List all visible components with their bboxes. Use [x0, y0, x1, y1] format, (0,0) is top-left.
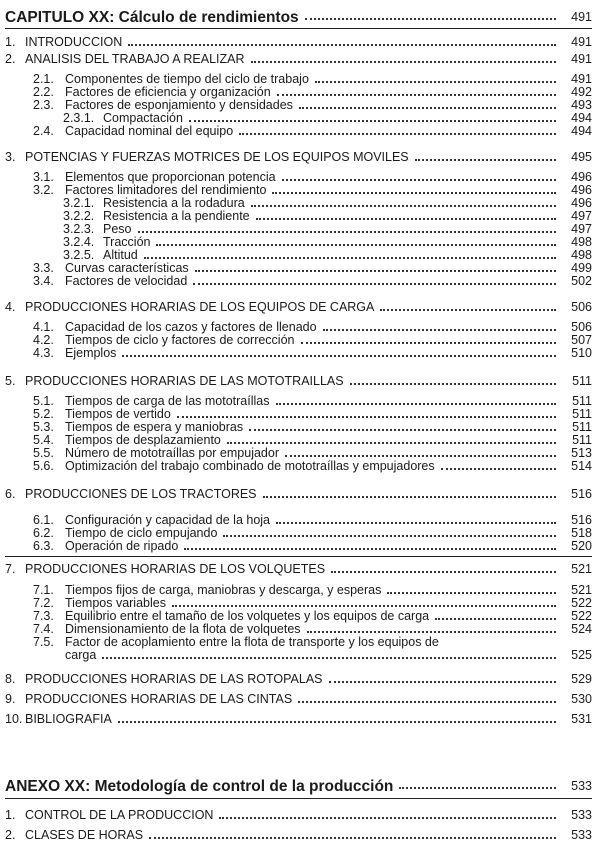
- leader-dots: [277, 94, 556, 96]
- leader-dots: [223, 535, 556, 537]
- entry-page: 521: [571, 562, 592, 576]
- toc-entry-8[interactable]: [5, 672, 592, 686]
- entry-page: 492: [571, 85, 592, 99]
- entry-title: Resistencia a la pendiente: [103, 209, 250, 223]
- toc-entry-2-3[interactable]: [33, 98, 592, 112]
- leader-dots: [380, 309, 556, 311]
- toc-entry-4-2[interactable]: [33, 333, 592, 347]
- entry-number: 6.2.: [33, 526, 54, 540]
- leader-dots: [239, 133, 556, 135]
- toc-entry-3-1[interactable]: [33, 170, 592, 184]
- entry-page: 491: [571, 72, 592, 86]
- entry-number: 5.3.: [33, 420, 54, 434]
- entry-title: Tiempos de espera y maniobras: [65, 420, 244, 434]
- toc-entry-7[interactable]: [5, 562, 592, 576]
- entry-title: Compactación: [103, 111, 183, 125]
- entry-title: ANALISIS DEL TRABAJO A REALIZAR: [25, 52, 245, 66]
- toc-entry-3[interactable]: [5, 150, 592, 164]
- entry-title: PRODUCCIONES HORARIAS DE LAS CINTAS: [25, 692, 293, 706]
- leader-dots: [282, 179, 556, 181]
- leader-dots: [138, 231, 557, 233]
- entry-title: PRODUCCIONES DE LOS TRACTORES: [25, 487, 257, 501]
- entry-page: 511: [572, 374, 592, 388]
- entry-number: 2.: [5, 828, 16, 842]
- toc-entry-2-2[interactable]: [33, 85, 592, 99]
- leader-dots: [441, 468, 556, 470]
- toc-entry-2-4[interactable]: [33, 124, 592, 138]
- toc-entry-6[interactable]: [5, 487, 592, 501]
- entry-number: 3.2.1.: [63, 196, 95, 210]
- entry-number: 7.1.: [33, 583, 54, 597]
- entry-page: 511: [572, 433, 592, 447]
- leader-dots: [323, 329, 556, 331]
- entry-page: 491: [571, 52, 592, 66]
- entry-page: 507: [571, 333, 592, 347]
- leader-dots: [285, 455, 556, 457]
- entry-page: 525: [571, 648, 592, 662]
- entry-page: 499: [571, 261, 592, 275]
- entry-number: 4.1.: [33, 320, 54, 334]
- entry-number: 7.2.: [33, 596, 54, 610]
- entry-title: Tiempos de ciclo y factores de corrección: [65, 333, 295, 347]
- toc-entry-5-3[interactable]: [33, 420, 592, 434]
- entry-title: Tiempo de ciclo empujando: [65, 526, 218, 540]
- entry-page: 495: [571, 150, 592, 164]
- toc-entry-5[interactable]: [5, 374, 592, 388]
- entry-title: Factores limitadores del rendimiento: [65, 183, 267, 197]
- chapter-page: 491: [571, 10, 592, 24]
- entry-number: 7.: [5, 562, 16, 576]
- toc-entry-3-3[interactable]: [33, 261, 592, 275]
- toc-entry-6-2[interactable]: [33, 526, 592, 540]
- entry-number: 1.: [5, 808, 16, 822]
- leader-dots: [219, 817, 556, 819]
- toc-entry-5-6[interactable]: [33, 459, 592, 473]
- entry-number: 6.: [5, 487, 16, 501]
- annex-entry-2[interactable]: [5, 828, 592, 842]
- toc-entry-4-3[interactable]: [33, 346, 592, 360]
- toc-entry-4[interactable]: [5, 300, 592, 314]
- entry-title: PRODUCCIONES HORARIAS DE LAS ROTOPALAS: [25, 672, 323, 686]
- entry-number: 2.: [5, 52, 16, 66]
- annex-page: 533: [571, 779, 592, 793]
- toc-entry-10[interactable]: [5, 712, 592, 726]
- toc-entry-7-1[interactable]: [33, 583, 592, 597]
- entry-title: Altitud: [103, 248, 138, 262]
- entry-page: 496: [571, 170, 592, 184]
- entry-title: Ejemplos: [65, 346, 117, 360]
- toc-entry-6-1[interactable]: [33, 513, 592, 527]
- leader-dots: [399, 787, 556, 789]
- entry-title: Tiempos de carga de las mototraíllas: [65, 394, 270, 408]
- entry-title: Tiempos de desplazamiento: [65, 433, 221, 447]
- entry-page: 493: [571, 98, 592, 112]
- entry-number: 9.: [5, 692, 16, 706]
- entry-number: 4.3.: [33, 346, 54, 360]
- entry-number: 3.2.4.: [63, 235, 95, 249]
- toc-entry-3-2-4[interactable]: [63, 235, 592, 249]
- entry-title: POTENCIAS Y FUERZAS MOTRICES DE LOS EQUIPOS MOVILES: [25, 150, 409, 164]
- entry-page: 530: [571, 692, 592, 706]
- entry-number: 5.2.: [33, 407, 54, 421]
- entry-number: 2.4.: [33, 124, 54, 138]
- entry-page: 524: [571, 622, 592, 636]
- entry-title: Tiempos variables: [65, 596, 166, 610]
- entry-page: 494: [571, 111, 592, 125]
- entry-page: 497: [571, 209, 592, 223]
- leader-dots: [307, 631, 556, 633]
- entry-number: 8.: [5, 672, 16, 686]
- entry-number: 5.: [5, 374, 16, 388]
- entry-page: 498: [571, 235, 592, 249]
- entry-page: 511: [572, 420, 592, 434]
- toc-entry-7-5-continued[interactable]: [33, 648, 592, 662]
- entry-title: Factores de esponjamiento y densidades: [65, 98, 293, 112]
- leader-dots: [276, 522, 556, 524]
- entry-page: 506: [571, 300, 592, 314]
- entry-title: PRODUCCIONES HORARIAS DE LOS EQUIPOS DE CARGA: [25, 300, 375, 314]
- entry-title: PRODUCCIONES HORARIAS DE LAS MOTOTRAILLAS: [25, 374, 344, 388]
- entry-page: 511: [572, 407, 592, 421]
- leader-dots: [149, 837, 556, 839]
- entry-title: Factor de acoplamiento entre la flota de transporte y los equipos de: [65, 635, 439, 649]
- entry-page: 516: [571, 513, 592, 527]
- entry-number: 3.3.: [33, 261, 54, 275]
- leader-dots: [172, 605, 556, 607]
- entry-title: Capacidad nominal del equipo: [65, 124, 234, 138]
- leader-dots: [251, 61, 556, 63]
- entry-number: 3.1.: [33, 170, 54, 184]
- toc-entry-7-5[interactable]: [33, 635, 592, 649]
- entry-title: Factores de eficiencia y organización: [65, 85, 271, 99]
- entry-number: 3.2.5.: [63, 248, 95, 262]
- entry-page: 513: [571, 446, 592, 460]
- entry-page: 502: [571, 274, 592, 288]
- entry-number: 5.6.: [33, 459, 54, 473]
- entry-page: 533: [571, 828, 592, 842]
- leader-dots: [315, 81, 556, 83]
- toc-entry-7-4[interactable]: [33, 622, 592, 636]
- entry-number: 7.4.: [33, 622, 54, 636]
- entry-page: 531: [571, 712, 592, 726]
- entry-title: Número de mototraíllas por empujador: [65, 446, 279, 460]
- entry-number: 2.3.: [33, 98, 54, 112]
- entry-page: 520: [571, 539, 592, 553]
- toc-entry-4-1[interactable]: [33, 320, 592, 334]
- leader-dots: [184, 548, 556, 550]
- entry-page: 494: [571, 124, 592, 138]
- leader-dots: [263, 496, 556, 498]
- toc-entry-3-2-1[interactable]: [63, 196, 592, 210]
- entry-page: 518: [571, 526, 592, 540]
- toc-entry-3-2[interactable]: [33, 183, 592, 197]
- entry-page: 506: [571, 320, 592, 334]
- toc-entry-9[interactable]: [5, 692, 592, 706]
- entry-number: 4.: [5, 300, 16, 314]
- toc-entry-5-4[interactable]: [33, 433, 592, 447]
- toc-entry-3-2-5[interactable]: [63, 248, 592, 262]
- leader-dots: [189, 120, 556, 122]
- chapter-title: CAPITULO XX: Cálculo de rendimientos: [5, 9, 299, 26]
- leader-dots: [299, 107, 556, 109]
- entry-page: 522: [571, 609, 592, 623]
- entry-page: 521: [571, 583, 592, 597]
- entry-page: 510: [571, 346, 592, 360]
- leader-dots: [350, 383, 556, 385]
- entry-number: 10.: [5, 712, 23, 726]
- leader-dots: [301, 342, 557, 344]
- entry-title: Optimización del trabajo combinado de mototraíllas y empujadores: [65, 459, 435, 473]
- entry-title: INTRODUCCION: [25, 35, 123, 49]
- entry-title: Resistencia a la rodadura: [103, 196, 245, 210]
- toc-entry-2[interactable]: [5, 52, 592, 66]
- entry-number: 3.2.: [33, 183, 54, 197]
- toc-entry-7-2[interactable]: [33, 596, 592, 610]
- annex-title: ANEXO XX: Metodología de control de la producción: [5, 778, 394, 795]
- entry-page: 533: [571, 808, 592, 822]
- leader-dots: [272, 192, 556, 194]
- entry-number: 3.2.3.: [63, 222, 95, 236]
- toc-entry-6-3[interactable]: [33, 539, 592, 553]
- entry-title: CLASES DE HORAS: [25, 828, 144, 842]
- entry-number: 3.4.: [33, 274, 54, 288]
- leader-dots: [256, 218, 556, 220]
- entry-page: 511: [572, 394, 592, 408]
- chapter-heading: [5, 6, 592, 24]
- entry-title: CONTROL DE LA PRODUCCION: [25, 808, 214, 822]
- leader-dots: [118, 721, 556, 723]
- toc-entry-7-3[interactable]: [33, 609, 592, 623]
- leader-dots: [144, 257, 556, 259]
- entry-number: 5.1.: [33, 394, 54, 408]
- entry-page: 529: [571, 672, 592, 686]
- section-divider: [5, 556, 592, 557]
- entry-page: 498: [571, 248, 592, 262]
- entry-number: 6.1.: [33, 513, 54, 527]
- entry-title: Tracción: [103, 235, 151, 249]
- leader-dots: [435, 618, 556, 620]
- leader-dots: [387, 592, 556, 594]
- leader-dots: [195, 270, 556, 272]
- leader-dots: [102, 657, 556, 659]
- entry-number: 5.4.: [33, 433, 54, 447]
- toc-entry-5-1[interactable]: [33, 394, 592, 408]
- entry-title: Componentes de tiempo del ciclo de trabajo: [65, 72, 309, 86]
- entry-number: 2.1.: [33, 72, 54, 86]
- entry-page: 491: [571, 35, 592, 49]
- entry-title: Capacidad de los cazos y factores de llenado: [65, 320, 317, 334]
- entry-title: Curvas características: [65, 261, 189, 275]
- leader-dots: [251, 205, 556, 207]
- leader-dots: [298, 701, 556, 703]
- entry-title: Factores de velocidad: [65, 274, 188, 288]
- annex-heading: [5, 775, 592, 793]
- entry-title: Peso: [103, 222, 132, 236]
- entry-page: 496: [571, 183, 592, 197]
- toc-entry-3-2-2[interactable]: [63, 209, 592, 223]
- entry-title: Dimensionamiento de la flota de volquetes: [65, 622, 301, 636]
- leader-dots: [305, 18, 556, 20]
- entry-page: 497: [571, 222, 592, 236]
- leader-dots: [177, 416, 556, 418]
- annex-entry-1[interactable]: [5, 808, 592, 822]
- entry-title: Operación de ripado: [65, 539, 179, 553]
- leader-dots: [193, 283, 556, 285]
- entry-title: PRODUCCIONES HORARIAS DE LOS VOLQUETES: [25, 562, 326, 576]
- leader-dots: [156, 244, 556, 246]
- leader-dots: [128, 44, 556, 46]
- toc-entry-2-3-1[interactable]: [63, 111, 592, 125]
- leader-dots: [331, 571, 556, 573]
- entry-page: 496: [571, 196, 592, 210]
- entry-number: 6.3.: [33, 539, 54, 553]
- entry-title-continuation: carga: [65, 648, 97, 662]
- leader-dots: [329, 681, 556, 683]
- entry-title: Tiempos de vertido: [65, 407, 171, 421]
- entry-number: 4.2.: [33, 333, 54, 347]
- entry-title: Tiempos fijos de carga, maniobras y descarga, y esperas: [65, 583, 382, 597]
- leader-dots: [249, 429, 556, 431]
- leader-dots: [276, 403, 557, 405]
- toc-entry-3-4[interactable]: [33, 274, 592, 288]
- toc-entry-3-2-3[interactable]: [63, 222, 592, 236]
- entry-page: 516: [571, 487, 592, 501]
- entry-title: Equilibrio entre el tamaño de los volquetes y los equipos de carga: [65, 609, 430, 623]
- entry-number: 7.5.: [33, 635, 54, 649]
- entry-title: BIBLIOGRAFIA: [25, 712, 112, 726]
- leader-dots: [227, 442, 556, 444]
- entry-title: Configuración y capacidad de la hoja: [65, 513, 270, 527]
- entry-number: 3.2.2.: [63, 209, 95, 223]
- entry-number: 5.5.: [33, 446, 54, 460]
- toc-entry-5-2[interactable]: [33, 407, 592, 421]
- entry-title: Elementos que proporcionan potencia: [65, 170, 276, 184]
- entry-page: 522: [571, 596, 592, 610]
- entry-number: 2.2.: [33, 85, 54, 99]
- toc-entry-5-5[interactable]: [33, 446, 592, 460]
- leader-dots: [415, 159, 556, 161]
- heading-rule: [5, 798, 592, 799]
- entry-number: 7.3.: [33, 609, 54, 623]
- toc-entry-2-1[interactable]: [33, 72, 592, 86]
- entry-page: 514: [571, 459, 592, 473]
- toc-entry-1[interactable]: [5, 35, 592, 49]
- heading-rule: [5, 28, 592, 29]
- entry-number: 2.3.1.: [63, 111, 95, 125]
- entry-number: 3.: [5, 150, 16, 164]
- entry-number: 1.: [5, 35, 16, 49]
- leader-dots: [122, 355, 556, 357]
